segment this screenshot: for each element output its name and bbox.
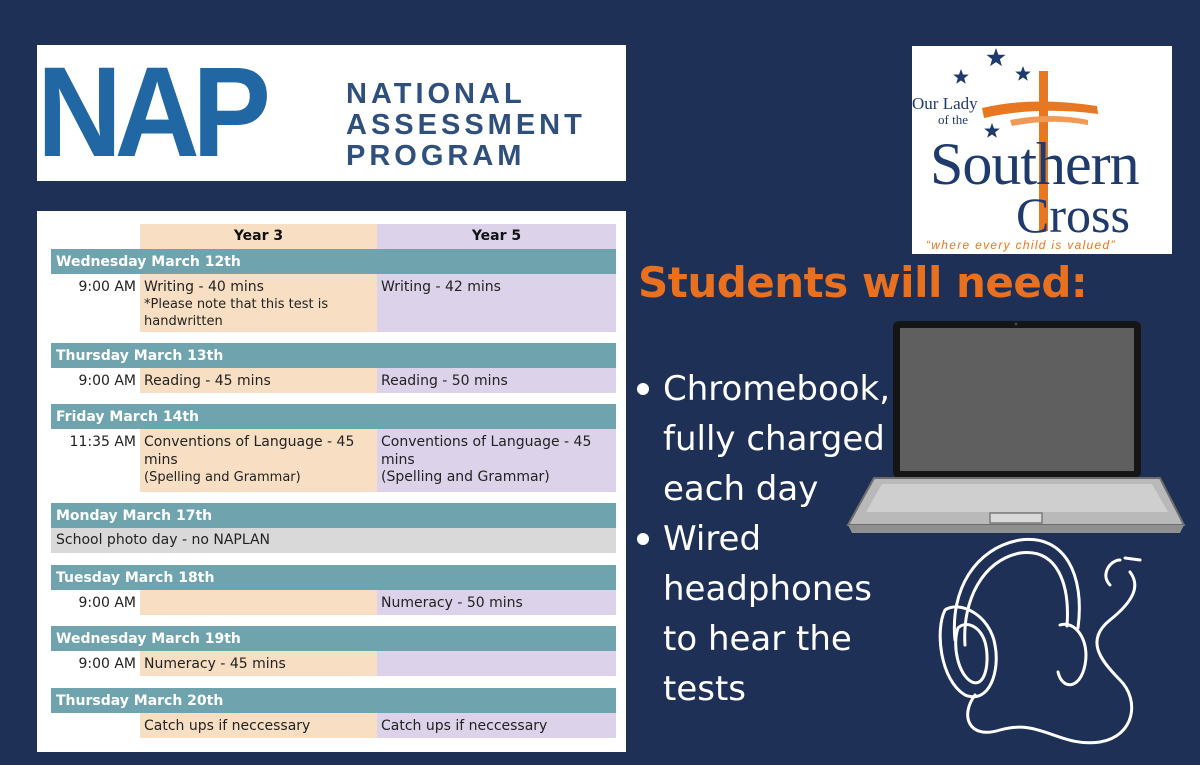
- needs-title: Students will need:: [638, 258, 1088, 307]
- time-cell: 9:00 AM: [78, 656, 136, 672]
- year5-cell: Writing - 42 mins: [377, 274, 616, 332]
- year3-cell: Reading - 45 mins: [140, 368, 377, 393]
- day-header: Wednesday March 19th: [51, 626, 616, 651]
- year5-cell: Numeracy - 50 mins: [377, 590, 616, 615]
- school-logo-southern: Southern: [930, 131, 1139, 197]
- headphones-icon: [940, 539, 1140, 742]
- bullet-icon: [637, 383, 649, 395]
- time-cell: 9:00 AM: [78, 595, 136, 611]
- day-header: Monday March 17th: [51, 503, 616, 528]
- year5-test: Conventions of Language - 45 mins: [381, 434, 592, 468]
- day-header: Tuesday March 18th: [51, 565, 616, 590]
- day-header: Friday March 14th: [51, 404, 616, 429]
- year3-test: Conventions of Language - 45 mins: [144, 434, 355, 468]
- year5-header: Year 5: [377, 224, 616, 249]
- nap-logo-letters: NAP: [37, 41, 264, 184]
- year3-header: Year 3: [140, 224, 377, 249]
- time-cell: 9:00 AM: [78, 373, 136, 389]
- day-header: Thursday March 13th: [51, 343, 616, 368]
- school-logo-cross: Cross: [1016, 187, 1130, 243]
- year3-cell: Catch ups if neccessary: [140, 713, 377, 738]
- school-logo-of-the: of the: [938, 112, 968, 127]
- nap-logo-line1: NATIONAL: [346, 78, 526, 110]
- nap-logo-line2: ASSESSMENT: [346, 109, 586, 141]
- time-cell: 9:00 AM: [78, 279, 136, 295]
- needs-item: [635, 514, 903, 714]
- time-cell: 11:35 AM: [69, 434, 136, 450]
- year3-cell: Numeracy - 45 mins: [140, 651, 377, 676]
- needs-item-text: Chromebook, fully charged each day: [663, 369, 891, 509]
- bullet-icon: [637, 533, 649, 545]
- year5-note: (Spelling and Grammar): [381, 469, 550, 485]
- needs-list: [635, 364, 933, 714]
- needs-item: [635, 364, 933, 514]
- year5-cell: Reading - 50 mins: [377, 368, 616, 393]
- school-logo-tagline: “where every child is valued”: [926, 238, 1116, 252]
- nap-logo-line3: PROGRAM: [346, 140, 526, 172]
- year3-test: Writing - 40 mins: [144, 279, 264, 295]
- day-header: Wednesday March 12th: [51, 249, 616, 274]
- year5-cell: Catch ups if neccessary: [377, 713, 616, 738]
- year3-note: *Please note that this test is handwritten: [144, 297, 329, 329]
- school-logo-our-lady: Our Lady: [912, 94, 978, 113]
- needs-item-text: Wired headphones to hear the tests: [663, 519, 872, 709]
- no-naplan-note: School photo day - no NAPLAN: [51, 528, 616, 553]
- day-header: Thursday March 20th: [51, 688, 616, 713]
- year3-note: (Spelling and Grammar): [144, 470, 301, 485]
